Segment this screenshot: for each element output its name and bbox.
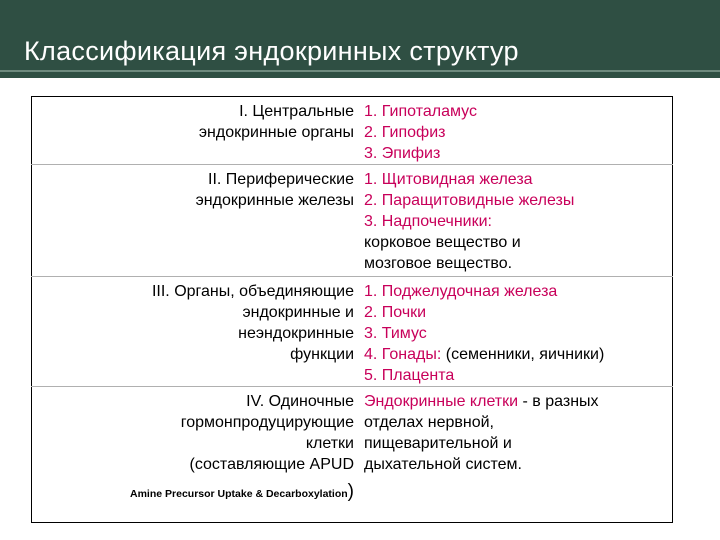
list-item: 1. Щитовидная железа [364, 171, 533, 188]
list-item: корковое вещество и [364, 234, 521, 251]
list-item: 2. Паращитовидные железы [364, 192, 575, 209]
list-item [364, 391, 672, 412]
category-label: неэндокринные [238, 325, 354, 342]
list-item: 5. Плацента [364, 367, 455, 384]
title-bar [0, 0, 720, 78]
category-label: (составляющие APUD [189, 456, 354, 473]
list-item: 3. Надпочечники: [364, 213, 492, 230]
category-label: эндокринные и [242, 304, 354, 321]
table-row [32, 387, 673, 523]
category-label: гормонпродуцирующие [180, 414, 354, 431]
list-item: 1. Поджелудочная железа [364, 283, 558, 300]
items-cell [360, 165, 673, 277]
items-cell [360, 387, 673, 523]
list-item: пищеварительной и [364, 435, 512, 452]
list-item: 1. Гипоталамус [364, 103, 477, 120]
table-row [32, 97, 673, 165]
apud-expansion-text: Amine Precursor Uptake & Decarboxylation [130, 488, 348, 500]
title-divider [0, 70, 720, 72]
list-item-note: (семенники, яичники) [441, 346, 605, 363]
category-label: III. Органы, объединяющие [151, 283, 354, 300]
list-item-highlight: 4. Гонады: [364, 346, 442, 363]
category-label: I. Центральные [239, 103, 354, 120]
list-item: дыхательной систем. [364, 456, 522, 473]
category-label: IV. Одиночные [246, 393, 354, 410]
list-item: 2. Гипофиз [364, 124, 446, 141]
apud-expansion [32, 481, 354, 505]
category-label: функции [290, 346, 354, 363]
list-item: 3. Тимус [364, 325, 427, 342]
list-item: отделах нервной, [364, 414, 494, 431]
list-item: мозговое вещество. [364, 255, 513, 272]
category-cell [32, 387, 361, 523]
classification-table [31, 96, 673, 523]
table-row [32, 165, 673, 277]
list-item [364, 344, 672, 365]
items-cell [360, 97, 673, 165]
category-label: эндокринные железы [195, 192, 354, 209]
page-title: Классификация эндокринных структур [24, 36, 519, 66]
category-cell [32, 97, 361, 165]
list-item: 2. Почки [364, 304, 427, 321]
category-label: клетки [305, 435, 354, 452]
list-item-highlight: Эндокринные клетки [364, 393, 519, 410]
items-cell [360, 277, 673, 387]
list-item-note: - в разных [518, 393, 599, 410]
table-row [32, 277, 673, 387]
category-cell [32, 165, 361, 277]
apud-closing-paren: ) [347, 481, 354, 502]
category-label: II. Периферические [208, 171, 354, 188]
category-cell [32, 277, 361, 387]
category-label: эндокринные органы [198, 124, 354, 141]
list-item: 3. Эпифиз [364, 145, 441, 162]
